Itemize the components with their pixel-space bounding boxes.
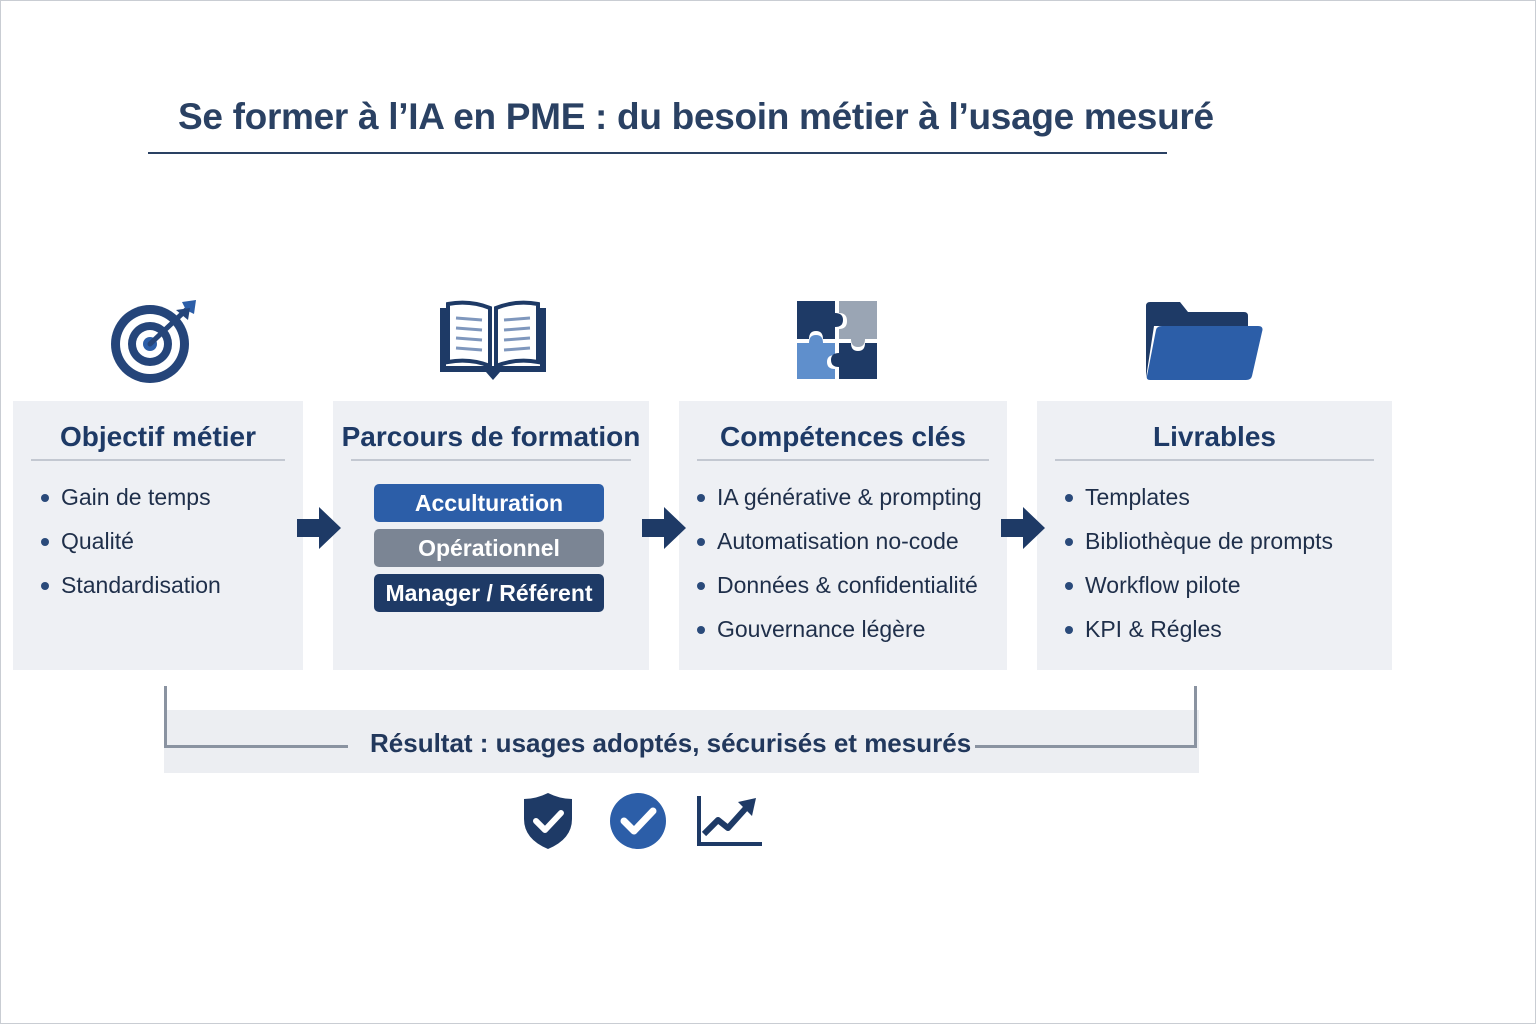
list-item: Qualité [41,525,221,569]
level-pill-manager: Manager / Référent [374,574,604,612]
objective-list [41,481,221,613]
arrow-right-icon [297,505,343,551]
growth-chart-icon [696,794,764,848]
step-box-objective [13,401,303,670]
arrow-right-icon [642,505,688,551]
list-item: Standardisation [41,569,221,613]
list-item: KPI & Régles [1065,613,1333,657]
list-item: Gain de temps [41,481,221,525]
open-book-icon [436,298,550,384]
step-divider [351,459,631,461]
step-title: Livrables [1153,421,1276,452]
step-divider [1055,459,1374,461]
folder-icon [1144,302,1266,382]
level-pill-acculturation: Acculturation [374,484,604,522]
list-item: IA générative & prompting [697,481,982,525]
result-label: Résultat : usages adoptés, sécurisés et mesurés [366,728,975,759]
list-item: Templates [1065,481,1333,525]
list-item: Workflow pilote [1065,569,1333,613]
check-circle-icon [608,792,668,850]
step-divider [31,459,285,461]
shield-check-icon [522,791,574,851]
title-underline [148,152,1167,154]
step-title: Parcours de formation [341,421,641,452]
step-box-deliverables [1037,401,1392,670]
list-item: Automatisation no-code [697,525,982,569]
list-item: Bibliothèque de prompts [1065,525,1333,569]
list-item: Données & confidentialité [697,569,982,613]
step-box-skills [679,401,1007,670]
level-pill-operational: Opérationnel [374,529,604,567]
bracket-line-left [164,745,348,748]
bracket-right [1194,686,1197,748]
arrow-right-icon [1001,505,1047,551]
page-title: Se former à l’IA en PME : du besoin métier à l’usage mesuré [178,96,1214,137]
skills-list [697,481,982,657]
step-divider [697,459,989,461]
step-title: Compétences clés [720,421,966,452]
list-item: Gouvernance légère [697,613,982,657]
bracket-line-right [965,745,1197,748]
step-box-training [333,401,649,670]
puzzle-icon [795,299,879,381]
step-title: Objectif métier [59,421,257,452]
deliverables-list [1065,481,1333,657]
target-icon [106,296,202,388]
bracket-left [164,686,167,748]
